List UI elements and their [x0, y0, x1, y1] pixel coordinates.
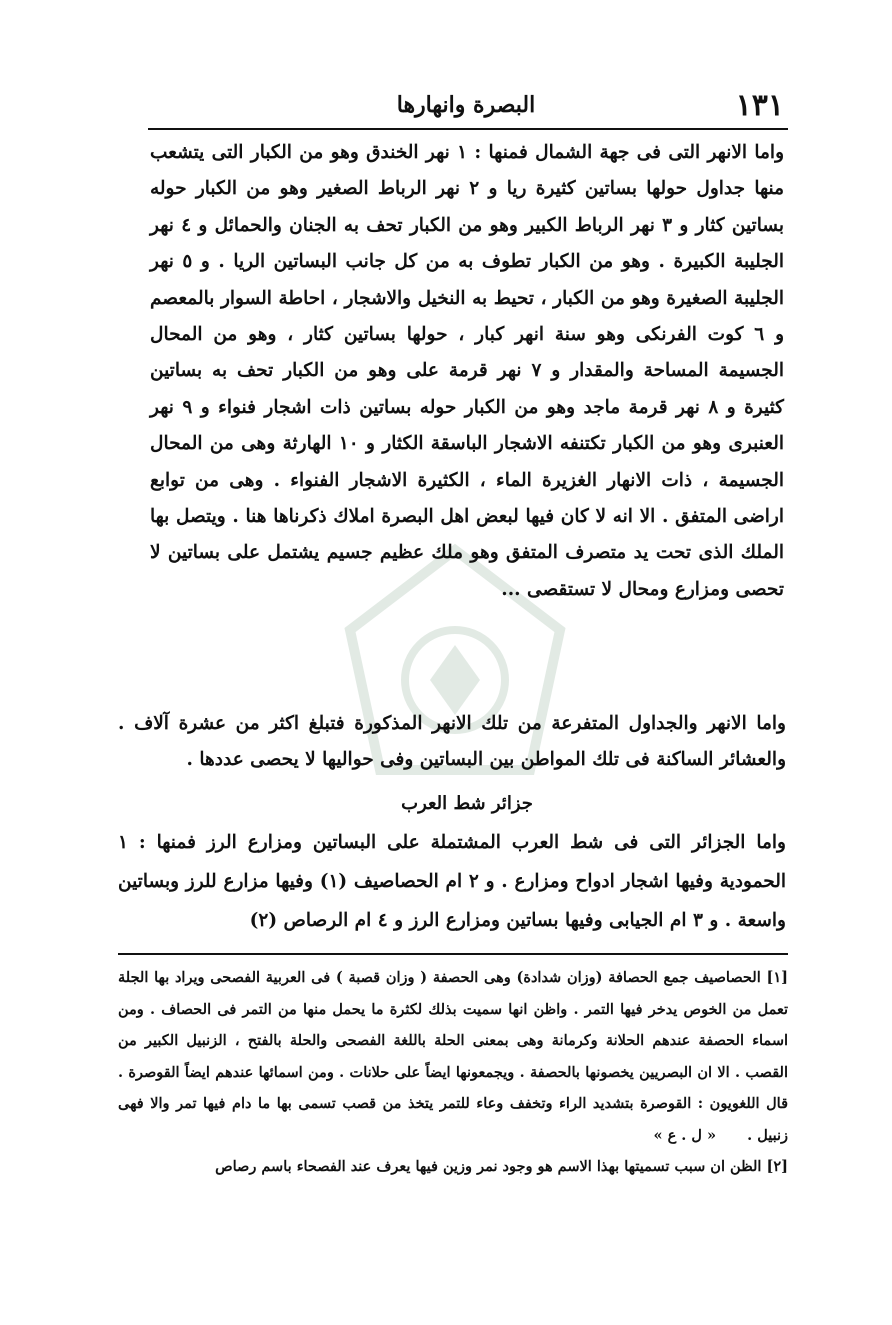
footnotes — [118, 962, 788, 1183]
paragraph-tributaries: واما الانهر والجداول المتفرعة من تلك الانهر المذكورة فتبلغ اكثر من عشرة آلاف . والعشائر الساكنة فى تلك المواطن بين البساتين وفى حواليها لا يحصى عددها . — [118, 713, 786, 770]
paragraph-islands: واما الجزائر التى فى شط العرب المشتملة على البساتين ومزارع الرز فمنها : ١ الحمودية وفيها اشجار ادواح ومزارع . و ٢ ام الحصاصيف (١) وفيها مزارع للرز وبساتين واسعة . و ٣ ام الجيابى وفيها بساتين ومزارع الرز و ٤ ام الرصاص (٢) — [118, 832, 786, 931]
section-heading: جزائر شط العرب — [401, 793, 533, 814]
footnote-2: [٢] الظن ان سبب تسميتها بهذا الاسم هو وجود نمر وزين فيها يعرف عند الفصحاء باسم رصاص — [215, 1158, 788, 1175]
footnote-1-signature: « ل . ع » — [653, 1126, 717, 1144]
header-rule — [148, 128, 788, 130]
footnote-1-text: [١] الحصاصيف جمع الحصافة (وزان شدادة) وهى الحصفة ( وزان قصبة ) فى العربية الفصحى ويراد بها الجلة تعمل من الخوص يدخر فيها التمر . واظن انها سميت بذلك لكثرة ما يحمل منها من التمر فى الحصاف . ومن اسماء الحصفة عندهم الحلانة وكرمانة وهى بمعنى الحلة باللغة الفصحى والحلة بالفتح ، الزنبيل الكبير من القصب . الا ان البصريين يخصونها بالحصفة . ويجمعونها ايضاً على حلانات . ومن اسمائها عندهم ايضاً القوصرة . قال اللغويون : القوصرة بتشديد الراء وتخفف وعاء للتمر يتخذ من قصب تسمى بها ما دام فيها تمر والا فهى زنبيل . — [118, 969, 788, 1144]
paragraph-north-rivers: واما الانهر التى فى جهة الشمال فمنها : ١ نهر الخندق وهو من الكبار التى يتشعب منها جداول حولها بساتين كثيرة ريا و ٢ نهر الرباط الصغير وهو من الكبار حوله بساتين كثار و ٣ نهر الرباط الكبير وهو من الكبار تحف به الجنان والحمائل و ٤ نهر الجليبة الكبيرة . وهو من الكبار تطوف به من كل جانب البساتين الريا . و ٥ نهر الجليبة الصغيرة وهو من الكبار ، تحيط به النخيل والاشجار ، احاطة السوار بالمعصم و ٦ كوت الفرنكى وهو سنة انهر كبار ، حولها بساتين كثار ، وهو من المحال الجسيمة المساحة والمقدار و ٧ نهر قرمة على وهو من الكبار تحف به بساتين كثيرة و ٨ نهر قرمة ماجد وهو من الكبار حوله بساتين ذات اشجار فنواء و ٩ نهر العنبرى وهو من الكبار تكتنفه الاشجار الباسقة الكثار و ١٠ الهارثة وهى من المحال الجسيمة ، ذات الانهار الغزيرة الماء ، الكثيرة الاشجار الفنواء . وهى من توابع اراضى المتفق . الا انه لا كان فيها لبعض اهل البصرة املاك ذكرناها هنا . ويتصل بها الملك الذى تحت يد متصرف المتفق وهو ملك عظيم جسيم يشتمل على بساتين لا تحصى ومزارع ومحال لا تستقصى ... — [150, 142, 785, 600]
footnote-1 — [118, 962, 788, 1151]
footnote-rule — [118, 953, 788, 955]
page-number: ١٣١ — [735, 88, 784, 123]
page-header — [148, 88, 784, 124]
running-title: البصرة وانهارها — [396, 92, 536, 118]
main-body — [150, 135, 784, 608]
